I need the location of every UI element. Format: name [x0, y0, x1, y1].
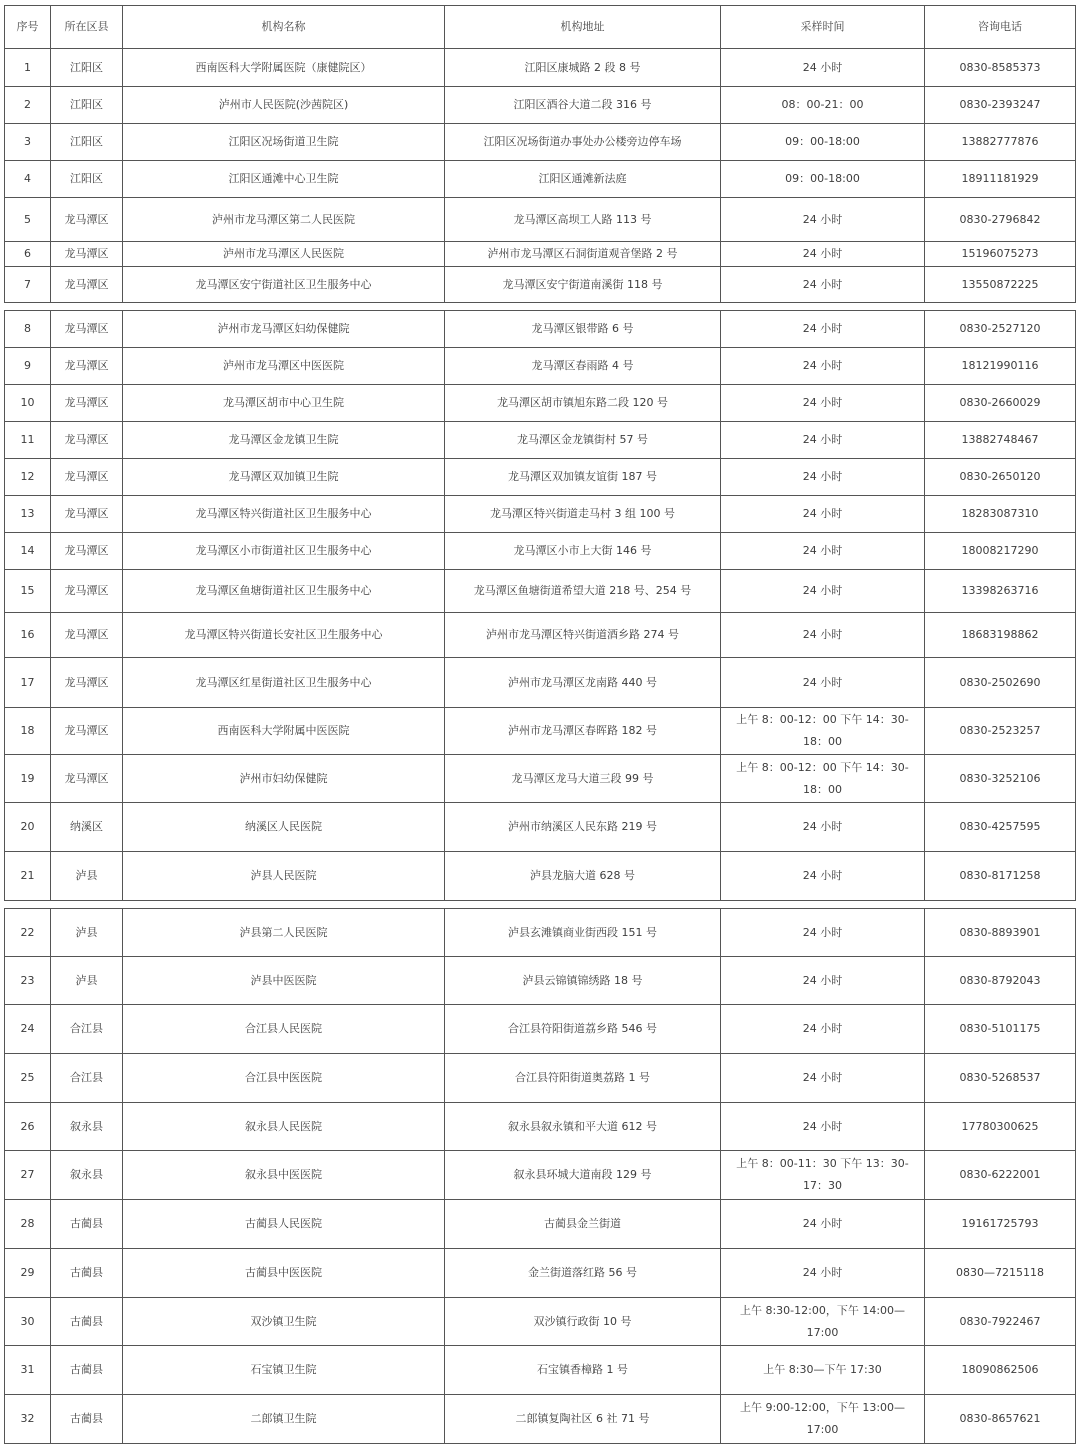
table-row	[5, 87, 1076, 124]
cell-index: 28	[5, 1200, 51, 1249]
table-row	[5, 1005, 1076, 1054]
cell-phone: 0830-2393247	[925, 87, 1076, 124]
table-row	[5, 957, 1076, 1005]
table-row	[5, 613, 1076, 658]
cell-hours: 上午 8：00-12：00 下午 14：30-18：00	[721, 708, 925, 755]
cell-name: 泸州市人民医院(沙茜院区)	[123, 87, 445, 124]
cell-hours: 24 小时	[721, 1054, 925, 1103]
cell-hours: 24 小时	[721, 49, 925, 87]
cell-index: 23	[5, 957, 51, 1005]
cell-name: 古蔺县中医医院	[123, 1249, 445, 1298]
cell-phone: 19161725793	[925, 1200, 1076, 1249]
cell-index: 30	[5, 1298, 51, 1346]
table-row	[5, 852, 1076, 901]
cell-phone: 0830-8171258	[925, 852, 1076, 901]
cell-phone: 0830-8585373	[925, 49, 1076, 87]
table-row	[5, 1103, 1076, 1151]
cell-phone: 0830-5101175	[925, 1005, 1076, 1054]
cell-district: 龙马潭区	[51, 198, 123, 242]
cell-district: 龙马潭区	[51, 311, 123, 348]
cell-hours: 24 小时	[721, 658, 925, 708]
cell-address: 古蔺县金兰街道	[445, 1200, 721, 1249]
cell-district: 古蔺县	[51, 1200, 123, 1249]
cell-index: 6	[5, 242, 51, 267]
cell-phone: 15196075273	[925, 242, 1076, 267]
cell-district: 龙马潭区	[51, 267, 123, 303]
cell-phone: 0830-8792043	[925, 957, 1076, 1005]
cell-phone: 18090862506	[925, 1346, 1076, 1395]
cell-phone: 18911181929	[925, 161, 1076, 198]
cell-name: 龙马潭区红星街道社区卫生服务中心	[123, 658, 445, 708]
cell-district: 古蔺县	[51, 1395, 123, 1444]
cell-address: 合江县符阳街道荔乡路 546 号	[445, 1005, 721, 1054]
cell-address: 龙马潭区鱼塘街道希望大道 218 号、254 号	[445, 570, 721, 613]
cell-hours: 上午 8:30—下午 17:30	[721, 1346, 925, 1395]
cell-phone: 0830-2502690	[925, 658, 1076, 708]
cell-index: 3	[5, 124, 51, 161]
cell-phone: 18683198862	[925, 613, 1076, 658]
cell-phone: 0830-5268537	[925, 1054, 1076, 1103]
cell-phone: 0830-4257595	[925, 803, 1076, 852]
cell-index: 17	[5, 658, 51, 708]
cell-hours: 24 小时	[721, 1249, 925, 1298]
cell-index: 20	[5, 803, 51, 852]
table-row	[5, 242, 1076, 267]
cell-phone: 0830-2796842	[925, 198, 1076, 242]
cell-hours: 24 小时	[721, 267, 925, 303]
cell-hours: 上午 9:00-12:00，下午 13:00—17:00	[721, 1395, 925, 1444]
cell-address: 龙马潭区安宁街道南溪街 118 号	[445, 267, 721, 303]
cell-hours: 24 小时	[721, 198, 925, 242]
cell-index: 27	[5, 1151, 51, 1200]
cell-name: 龙马潭区安宁街道社区卫生服务中心	[123, 267, 445, 303]
cell-address: 江阳区况场街道办事处办公楼旁边停车场	[445, 124, 721, 161]
cell-index: 21	[5, 852, 51, 901]
cell-district: 龙马潭区	[51, 755, 123, 803]
cell-index: 10	[5, 385, 51, 422]
cell-address: 石宝镇香樟路 1 号	[445, 1346, 721, 1395]
cell-hours: 24 小时	[721, 909, 925, 957]
cell-name: 龙马潭区金龙镇卫生院	[123, 422, 445, 459]
cell-district: 龙马潭区	[51, 422, 123, 459]
cell-name: 泸州市龙马潭区妇幼保健院	[123, 311, 445, 348]
cell-index: 5	[5, 198, 51, 242]
cell-index: 8	[5, 311, 51, 348]
header-district: 所在区县	[51, 6, 123, 49]
cell-index: 1	[5, 49, 51, 87]
cell-district: 合江县	[51, 1054, 123, 1103]
cell-district: 叙永县	[51, 1151, 123, 1200]
sampling-sites-table-part-2	[4, 310, 1076, 901]
table-row	[5, 803, 1076, 852]
cell-address: 泸县玄滩镇商业街西段 151 号	[445, 909, 721, 957]
sampling-sites-table-part-3	[4, 908, 1076, 1444]
cell-district: 泸县	[51, 852, 123, 901]
cell-address: 龙马潭区高坝工人路 113 号	[445, 198, 721, 242]
cell-index: 16	[5, 613, 51, 658]
cell-phone: 18283087310	[925, 496, 1076, 533]
cell-phone: 0830-8893901	[925, 909, 1076, 957]
table-row	[5, 909, 1076, 957]
sampling-sites-table-part-1	[4, 5, 1076, 303]
cell-address: 龙马潭区胡市镇旭东路二段 120 号	[445, 385, 721, 422]
cell-hours: 08：00-21：00	[721, 87, 925, 124]
cell-address: 龙马潭区双加镇友谊街 187 号	[445, 459, 721, 496]
cell-address: 龙马潭区小市上大街 146 号	[445, 533, 721, 570]
cell-district: 古蔺县	[51, 1298, 123, 1346]
cell-district: 古蔺县	[51, 1249, 123, 1298]
cell-hours: 24 小时	[721, 1103, 925, 1151]
cell-district: 泸县	[51, 909, 123, 957]
cell-name: 龙马潭区胡市中心卫生院	[123, 385, 445, 422]
cell-district: 江阳区	[51, 124, 123, 161]
cell-index: 19	[5, 755, 51, 803]
cell-phone: 18121990116	[925, 348, 1076, 385]
table-row	[5, 755, 1076, 803]
cell-address: 泸县龙脑大道 628 号	[445, 852, 721, 901]
cell-phone: 13882748467	[925, 422, 1076, 459]
cell-address: 泸州市龙马潭区龙南路 440 号	[445, 658, 721, 708]
cell-name: 龙马潭区双加镇卫生院	[123, 459, 445, 496]
cell-name: 江阳区况场街道卫生院	[123, 124, 445, 161]
table-row	[5, 1298, 1076, 1346]
cell-index: 31	[5, 1346, 51, 1395]
table-row	[5, 422, 1076, 459]
cell-hours: 24 小时	[721, 496, 925, 533]
cell-index: 18	[5, 708, 51, 755]
cell-phone: 13550872225	[925, 267, 1076, 303]
cell-phone: 0830-6222001	[925, 1151, 1076, 1200]
cell-address: 江阳区康城路 2 段 8 号	[445, 49, 721, 87]
cell-phone: 0830-2523257	[925, 708, 1076, 755]
cell-name: 龙马潭区小市街道社区卫生服务中心	[123, 533, 445, 570]
table-row	[5, 1346, 1076, 1395]
table-row	[5, 348, 1076, 385]
cell-district: 古蔺县	[51, 1346, 123, 1395]
table-row	[5, 1054, 1076, 1103]
cell-district: 江阳区	[51, 49, 123, 87]
header-index: 序号	[5, 6, 51, 49]
cell-hours: 上午 8：00-12：00 下午 14：30-18：00	[721, 755, 925, 803]
cell-district: 龙马潭区	[51, 533, 123, 570]
cell-district: 龙马潭区	[51, 459, 123, 496]
table-row	[5, 124, 1076, 161]
cell-hours: 24 小时	[721, 459, 925, 496]
cell-hours: 24 小时	[721, 242, 925, 267]
cell-phone: 0830-2660029	[925, 385, 1076, 422]
cell-index: 11	[5, 422, 51, 459]
cell-index: 12	[5, 459, 51, 496]
cell-name: 西南医科大学附属中医医院	[123, 708, 445, 755]
cell-address: 龙马潭区龙马大道三段 99 号	[445, 755, 721, 803]
cell-name: 双沙镇卫生院	[123, 1298, 445, 1346]
cell-address: 泸州市纳溪区人民东路 219 号	[445, 803, 721, 852]
cell-index: 32	[5, 1395, 51, 1444]
cell-phone: 0830—7215118	[925, 1249, 1076, 1298]
cell-hours: 24 小时	[721, 422, 925, 459]
header-address: 机构地址	[445, 6, 721, 49]
cell-hours: 24 小时	[721, 570, 925, 613]
cell-index: 9	[5, 348, 51, 385]
table-row	[5, 1249, 1076, 1298]
cell-address: 龙马潭区春雨路 4 号	[445, 348, 721, 385]
cell-index: 15	[5, 570, 51, 613]
cell-name: 龙马潭区特兴街道长安社区卫生服务中心	[123, 613, 445, 658]
cell-index: 4	[5, 161, 51, 198]
cell-name: 泸州市龙马潭区人民医院	[123, 242, 445, 267]
cell-name: 泸县中医医院	[123, 957, 445, 1005]
cell-hours: 上午 8：00-11：30 下午 13：30-17：30	[721, 1151, 925, 1200]
cell-district: 泸县	[51, 957, 123, 1005]
cell-address: 泸州市龙马潭区石洞街道观音堡路 2 号	[445, 242, 721, 267]
table-row	[5, 1151, 1076, 1200]
cell-index: 2	[5, 87, 51, 124]
cell-district: 龙马潭区	[51, 496, 123, 533]
table-row	[5, 311, 1076, 348]
cell-address: 泸州市龙马潭区春晖路 182 号	[445, 708, 721, 755]
header-name: 机构名称	[123, 6, 445, 49]
cell-phone: 13882777876	[925, 124, 1076, 161]
table-row	[5, 658, 1076, 708]
table-row	[5, 533, 1076, 570]
cell-index: 13	[5, 496, 51, 533]
cell-index: 25	[5, 1054, 51, 1103]
cell-district: 合江县	[51, 1005, 123, 1054]
cell-address: 泸州市龙马潭区特兴街道酒乡路 274 号	[445, 613, 721, 658]
table-row	[5, 1200, 1076, 1249]
cell-name: 泸县第二人民医院	[123, 909, 445, 957]
cell-hours: 24 小时	[721, 1005, 925, 1054]
cell-name: 叙永县人民医院	[123, 1103, 445, 1151]
table-row	[5, 1395, 1076, 1444]
cell-address: 龙马潭区金龙镇街村 57 号	[445, 422, 721, 459]
cell-address: 二郎镇复陶社区 6 社 71 号	[445, 1395, 721, 1444]
cell-name: 石宝镇卫生院	[123, 1346, 445, 1395]
table-row	[5, 385, 1076, 422]
cell-district: 纳溪区	[51, 803, 123, 852]
cell-name: 泸县人民医院	[123, 852, 445, 901]
cell-name: 西南医科大学附属医院（康健院区）	[123, 49, 445, 87]
cell-district: 江阳区	[51, 161, 123, 198]
cell-name: 泸州市龙马潭区第二人民医院	[123, 198, 445, 242]
cell-address: 龙马潭区特兴街道走马村 3 组 100 号	[445, 496, 721, 533]
cell-name: 合江县人民医院	[123, 1005, 445, 1054]
cell-address: 江阳区通滩新法庭	[445, 161, 721, 198]
cell-hours: 24 小时	[721, 957, 925, 1005]
cell-name: 泸州市妇幼保健院	[123, 755, 445, 803]
cell-hours: 24 小时	[721, 348, 925, 385]
cell-district: 叙永县	[51, 1103, 123, 1151]
cell-hours: 上午 8:30-12:00，下午 14:00—17:00	[721, 1298, 925, 1346]
cell-index: 14	[5, 533, 51, 570]
cell-address: 合江县符阳街道奥荔路 1 号	[445, 1054, 721, 1103]
table-row	[5, 459, 1076, 496]
header-phone: 咨询电话	[925, 6, 1076, 49]
cell-name: 叙永县中医医院	[123, 1151, 445, 1200]
cell-hours: 24 小时	[721, 385, 925, 422]
cell-district: 龙马潭区	[51, 658, 123, 708]
cell-phone: 13398263716	[925, 570, 1076, 613]
cell-district: 龙马潭区	[51, 385, 123, 422]
cell-name: 龙马潭区鱼塘街道社区卫生服务中心	[123, 570, 445, 613]
table-row	[5, 708, 1076, 755]
table-row	[5, 496, 1076, 533]
cell-district: 龙马潭区	[51, 570, 123, 613]
cell-hours: 24 小时	[721, 1200, 925, 1249]
cell-hours: 24 小时	[721, 852, 925, 901]
cell-phone: 0830-2527120	[925, 311, 1076, 348]
cell-name: 合江县中医医院	[123, 1054, 445, 1103]
cell-district: 江阳区	[51, 87, 123, 124]
cell-district: 龙马潭区	[51, 348, 123, 385]
cell-name: 纳溪区人民医院	[123, 803, 445, 852]
table-row	[5, 570, 1076, 613]
cell-hours: 09：00-18:00	[721, 124, 925, 161]
cell-phone: 0830-7922467	[925, 1298, 1076, 1346]
cell-hours: 24 小时	[721, 803, 925, 852]
table-row	[5, 198, 1076, 242]
cell-index: 24	[5, 1005, 51, 1054]
cell-phone: 18008217290	[925, 533, 1076, 570]
cell-name: 泸州市龙马潭区中医医院	[123, 348, 445, 385]
cell-name: 二郎镇卫生院	[123, 1395, 445, 1444]
cell-index: 22	[5, 909, 51, 957]
cell-name: 龙马潭区特兴街道社区卫生服务中心	[123, 496, 445, 533]
cell-index: 7	[5, 267, 51, 303]
header-hours: 采样时间	[721, 6, 925, 49]
cell-address: 金兰街道落红路 56 号	[445, 1249, 721, 1298]
cell-address: 龙马潭区银带路 6 号	[445, 311, 721, 348]
table-row	[5, 161, 1076, 198]
cell-index: 29	[5, 1249, 51, 1298]
table-row	[5, 49, 1076, 87]
cell-index: 26	[5, 1103, 51, 1151]
cell-name: 古蔺县人民医院	[123, 1200, 445, 1249]
cell-address: 江阳区酒谷大道二段 316 号	[445, 87, 721, 124]
cell-hours: 24 小时	[721, 613, 925, 658]
cell-phone: 0830-3252106	[925, 755, 1076, 803]
cell-phone: 0830-8657621	[925, 1395, 1076, 1444]
cell-hours: 24 小时	[721, 311, 925, 348]
cell-address: 叙永县叙永镇和平大道 612 号	[445, 1103, 721, 1151]
cell-phone: 0830-2650120	[925, 459, 1076, 496]
cell-district: 龙马潭区	[51, 242, 123, 267]
cell-hours: 09：00-18:00	[721, 161, 925, 198]
cell-phone: 17780300625	[925, 1103, 1076, 1151]
cell-address: 泸县云锦镇锦绣路 18 号	[445, 957, 721, 1005]
cell-address: 叙永县环城大道南段 129 号	[445, 1151, 721, 1200]
table-header-row	[5, 6, 1076, 49]
table-row	[5, 267, 1076, 303]
cell-district: 龙马潭区	[51, 708, 123, 755]
cell-hours: 24 小时	[721, 533, 925, 570]
cell-name: 江阳区通滩中心卫生院	[123, 161, 445, 198]
cell-address: 双沙镇行政街 10 号	[445, 1298, 721, 1346]
cell-district: 龙马潭区	[51, 613, 123, 658]
